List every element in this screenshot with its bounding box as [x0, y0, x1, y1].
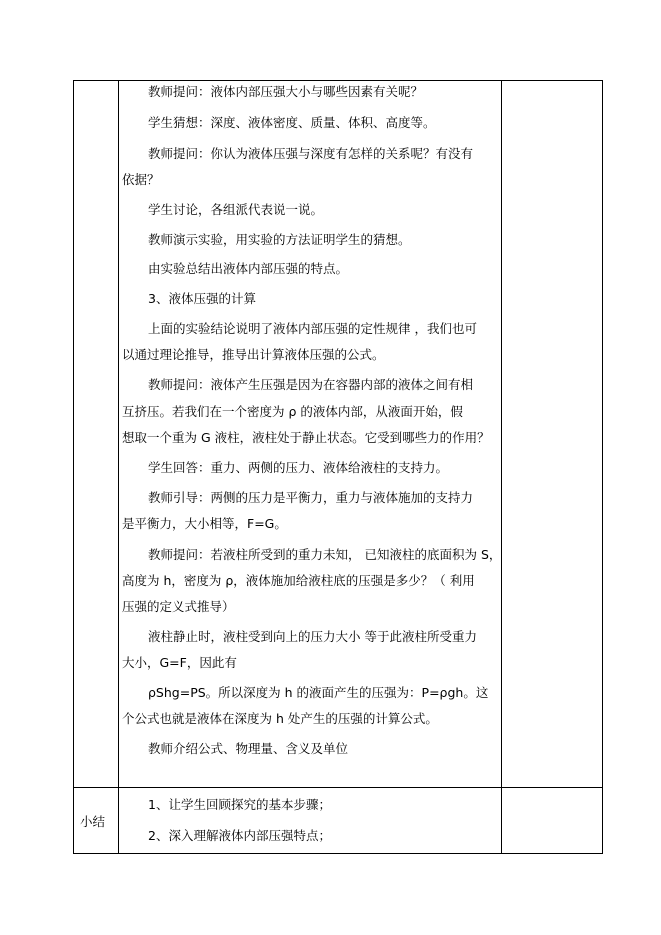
table-border-right [602, 80, 603, 854]
text-line: 教师演示实验，用实验的方法证明学生的猜想。 [148, 232, 411, 247]
text-line: 教师提问：你认为液体压强与深度有怎样的关系呢？有没有 [148, 146, 474, 161]
formula-line: ρShg=PS。所以深度为 h 的液面产生的压强为：P=ρgh。这 [148, 685, 489, 700]
table-border-col2 [501, 80, 502, 854]
summary-label: 小结 [80, 814, 106, 829]
text-line: 教师提问：若液柱所受到的重力未知， 已知液柱的底面积为 S， [148, 547, 502, 562]
text-line: 高度为 h，密度为 ρ，液体施加给液柱底的压强是多少？（ 利用 [122, 573, 475, 588]
text-line: 上面的实验结论说明了液体内部压强的定性规律 ，我们也可 [148, 321, 477, 336]
text-line: 教师提问：液体内部压强大小与哪些因素有关呢？ [148, 84, 424, 99]
text-line: 依据？ [122, 172, 160, 187]
text-line: 压强的定义式推导） [122, 599, 235, 614]
summary-item: 1、让学生回顾探究的基本步骤； [148, 797, 331, 812]
text-line: 教师介绍公式、物理量、含义及单位 [148, 741, 349, 756]
text-line: 学生猜想：深度、液体密度、质量、体积、高度等。 [148, 115, 436, 130]
text-line: 由实验总结出液体内部压强的特点。 [148, 261, 349, 276]
summary-item: 2、深入理解液体内部压强特点； [148, 828, 331, 843]
text-line: 是平衡力，大小相等，F=G。 [122, 516, 287, 531]
text-line: 大小，G=F，因此有 [122, 655, 237, 670]
text-line: 想取一个重为 G 液柱，液柱处于静止状态。它受到哪些力的作用？ [122, 430, 490, 445]
text-line: 教师引导：两侧的压力是平衡力，重力与液体施加的支持力 [148, 490, 474, 505]
text-line: 液柱静止时，液柱受到向上的压力大小 等于此液柱所受重力 [148, 629, 477, 644]
text-line: 学生讨论，各组派代表说一说。 [148, 202, 324, 217]
table-row-divider [73, 787, 603, 788]
text-line: 互挤压。若我们在一个密度为 ρ 的液体内部，从液面开始，假 [122, 404, 463, 419]
table-border-top [73, 80, 603, 81]
text-line: 教师提问：液体产生压强是因为在容器内部的液体之间有相 [148, 377, 474, 392]
text-line: 以通过理论推导，推导出计算液体压强的公式。 [122, 347, 385, 362]
section-heading: 3、液体压强的计算 [148, 291, 256, 306]
table-border-left [73, 80, 74, 854]
text-line: 个公式也就是液体在深度为 h 处产生的压强的计算公式。 [122, 711, 438, 726]
table-border-col1 [118, 80, 119, 854]
table-border-bottom [73, 853, 603, 854]
text-line: 学生回答：重力、两侧的压力、液体给液柱的支持力。 [148, 460, 449, 475]
